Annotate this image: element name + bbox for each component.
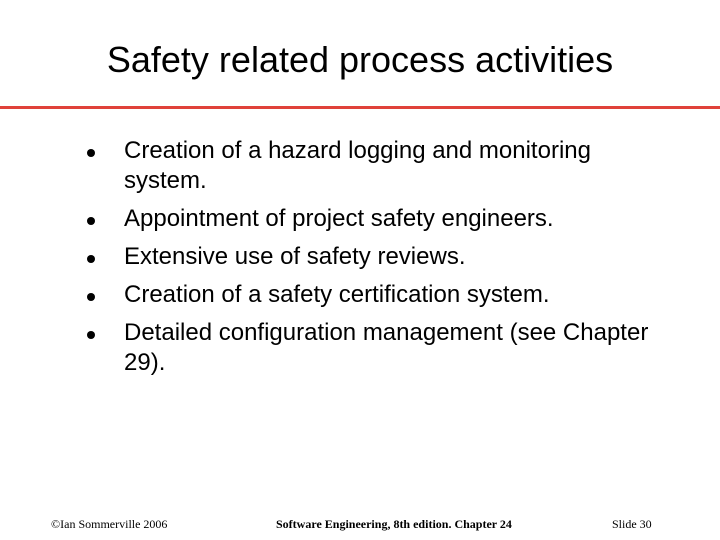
- bullet-text: Extensive use of safety reviews.: [124, 243, 466, 270]
- bullet-item: [0, 204, 720, 234]
- bullet-item: [0, 136, 720, 196]
- slide-title: Safety related process activities: [106, 39, 614, 80]
- bullet-text: Appointment of project safety engineers.: [124, 205, 554, 232]
- bullet-dot-icon: [87, 331, 95, 339]
- bullet-dot-icon: [87, 255, 95, 263]
- bullet-dot-icon: [87, 293, 95, 301]
- bullet-item: [0, 318, 720, 378]
- bullet-list: [0, 136, 720, 386]
- footer-copyright: ©Ian Sommerville 2006: [51, 517, 168, 531]
- bullet-dot-icon: [87, 149, 95, 157]
- title-divider: [0, 106, 720, 109]
- bullet-item: [0, 242, 720, 272]
- bullet-dot-icon: [87, 217, 95, 225]
- footer-book-title: Software Engineering, 8th edition. Chapter 24: [276, 517, 512, 531]
- bullet-text: Creation of a hazard logging and monitoring system.: [124, 137, 591, 194]
- footer-slide-number: Slide 30: [612, 517, 652, 531]
- bullet-text: Creation of a safety certification system.: [124, 281, 550, 308]
- bullet-text: Detailed configuration management (see Chapter 29).: [124, 319, 649, 376]
- bullet-item: [0, 280, 720, 310]
